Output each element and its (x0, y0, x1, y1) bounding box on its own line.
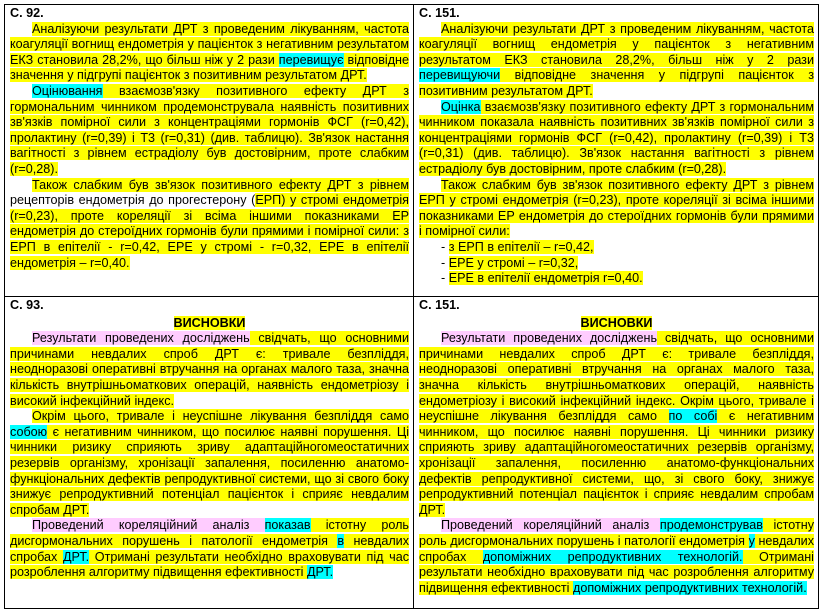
page-number: С. 93. (10, 298, 44, 312)
cell-bottom-right (414, 297, 819, 609)
highlight-cyan: ДРТ. (62, 549, 90, 564)
list-item (441, 256, 814, 272)
paragraph (10, 518, 409, 580)
highlight-yellow: ВИСНОВКИ (580, 315, 653, 330)
highlight-cyan: Оцінювання (32, 83, 103, 98)
page-number: С. 151. (419, 298, 460, 312)
cell-top-right (414, 5, 819, 297)
highlight-yellow: Окрім цього, тривале і неуспішне лікування безпліддя само (32, 409, 409, 424)
paragraph (10, 331, 409, 409)
section-heading (10, 316, 409, 332)
highlight-yellow: ) у стромі ендометрія (r=0,23), проте кореляції зі всіма іншими показниками ЕР ендометрія до стероїдних гормонів були прямими і помірної сили: з ЕРП в епітелії - r=0,42, ЕРЕ у стромі - r=0,32, ЕРЕ в епітелії ендометрія – r=0,40. (10, 193, 409, 270)
highlight-pink: Результати проведених досліджень (441, 331, 658, 346)
paragraph (10, 84, 409, 178)
highlight-cyan: допоміжних репродуктивних технологій. (572, 580, 807, 595)
highlight-yellow: ВИСНОВКИ (173, 315, 246, 330)
highlight-yellow: Аналізуючи результати ДРТ з проведеним лікуванням, частота коагуляції вогнищ ендометрія у пацієнток з негативним результатом ЕКЗ становила 28,2%, більш ніж у 2 рази (419, 21, 814, 67)
highlight-yellow: взаємозв'язку позитивного ефекту ДРТ з гормональним чинником продемонструвала наявність позитивних зв'язків помірної сили з концентраціями гормонів ФСГ (r=0,42), пролактину (r=0,39) і Т3 (r=0,31) (див. таблицю). Зв'язок настання вагітності з рівнем естрадіолу був достовірним, проте слабким (r=0,28). (10, 83, 409, 176)
highlight-pink: Результати проведених досліджень (32, 331, 250, 346)
paragraph (10, 22, 409, 84)
highlight-yellow: відповідне значення у підгрупі пацієнток з позитивним результатом ДРТ. (419, 68, 814, 98)
highlight-yellow: істотну роль дисгормональних порушень і патології ендометрія (419, 518, 815, 548)
highlight-yellow: відповідне значення у підгрупі пацієнток з позитивним результатом ДРТ. (10, 52, 409, 83)
highlight-pink: Проведений кореляційний аналіз (441, 518, 660, 533)
section-heading (419, 316, 814, 332)
plain-text: рецепторів ендометрія до прогестерону ( (10, 193, 256, 208)
highlight-cyan: в (337, 533, 345, 548)
highlight-cyan: у (748, 533, 755, 548)
highlight-yellow: ЕРП (255, 193, 282, 208)
highlight-yellow: невдалих спробах (419, 533, 814, 564)
highlight-cyan: по собі (668, 409, 718, 424)
highlight-yellow: Також слабким був зв'язок позитивного ефекту ДРТ з рівнем (32, 177, 409, 192)
page-number: С. 92. (10, 6, 44, 20)
page-number: С. 151. (419, 6, 460, 20)
paragraph (419, 331, 814, 518)
list-item (441, 271, 814, 287)
highlight-yellow: є негативним чинником, що посилює наявні порушення. Ці чинники ризику сприяють зриву адаптаційногомеостатичних резервів організму, хронізації запалення, посиленню анатомо-функціональних дефектів репродуктивної системи, що зі свого боку знижує репродуктивний потенціал пацієнток і сприяє невдалим спробам ДРТ. (10, 424, 409, 517)
highlight-yellow: є негативним чинником, що посилює наявні порушення. Ці чинники ризику сприяють зриву адаптаційногомеостатичних резервів організму, хронізації запалення, посиленню анатомо-функціональних дефектів репродуктивної системи, що, зі свого боку, знижує репродуктивний потенціал пацієнток і сприяє невдалим спробам ДРТ. (419, 409, 814, 517)
paragraph (419, 100, 814, 178)
table-row (5, 5, 819, 297)
highlight-yellow: Аналізуючи результати ДРТ з проведеним лікуванням, частота коагуляції вогнищ ендометрія у пацієнток з негативним результатом ЕКЗ становила 28,2%, що більш ніж у 2 рази (10, 21, 409, 67)
highlight-cyan: ДРТ. (306, 565, 334, 580)
highlight-yellow: Отримані результати необхідно враховувати під час розроблення алгоритму підвищення ефективності (419, 549, 814, 595)
highlight-yellow: ЕРЕ у стромі – r=0,32, (448, 255, 579, 270)
highlight-cyan: показав (264, 518, 311, 533)
highlight-pink: Проведений кореляційний аналіз (32, 518, 265, 533)
highlight-cyan: собою (10, 424, 48, 439)
highlight-yellow: з ЕРП в епітелії – r=0,42, (448, 239, 594, 254)
paragraph (419, 178, 814, 240)
paragraph (419, 518, 814, 596)
paragraph (10, 178, 409, 272)
bullet-list (419, 240, 814, 287)
highlight-cyan: допоміжних репродуктивних технологій. (482, 549, 743, 564)
cell-top-left (5, 5, 414, 297)
highlight-yellow: свідчать, що основними причинами невдалих спроб ДРТ є: тривале безпліддя, неодноразові оперативні втручання на органах малого таза, значна кількість внутрішньоматкових операцій, наявність ендометріозу і високий інфекційний індекс. Окрім цього, тривале і неуспішне лікування безпліддя само (419, 331, 815, 424)
cell-bottom-left (5, 297, 414, 609)
highlight-yellow: Отримані результати необхідно враховувати під час розроблення алгоритму підвищення ефективності (10, 549, 409, 580)
paragraph (10, 409, 409, 518)
list-item (441, 240, 814, 256)
table-row (5, 297, 819, 609)
paragraph (419, 22, 814, 100)
highlight-yellow: істотну роль дисгормональних порушень і патології ендометрія (10, 518, 409, 548)
highlight-yellow: ЕРЕ в епітелії ендометрія r=0,40. (448, 271, 643, 286)
highlight-yellow: невдалих спробах (10, 533, 410, 564)
highlight-cyan: Оцінка (441, 99, 481, 114)
highlight-yellow: Також слабким був зв'язок позитивного ефекту ДРТ з рівнем ЕРП у стромі ендометрія (r=0,23), проте кореляції зі всіма іншими показниками ЕР ендометрія до стероїдних гормонів були прямими і помірної сили: (419, 177, 814, 239)
highlight-cyan: перевищуючи (419, 68, 501, 83)
highlight-yellow: свідчать, що основними причинами невдалих спроб ДРТ є: тривале безпліддя, неодноразові оперативні втручання на органах малого таза, значна кількість внутрішньоматкових операцій, наявність ендометріозу і високий інфекційний індекс. (10, 331, 409, 408)
highlight-cyan: продемонстрував (659, 518, 763, 533)
highlight-yellow: взаємозв'язку позитивного ефекту ДРТ з гормональним чинником показала наявність позитивних зв'язків помірної сили з концентраціями гормонів ФСГ (r=0,42), пролактину (r=0,39) і Т3 (r=0,31) (див. таблицю). Зв'язок настання вагітності з рівнем естрадіолу був достовірним, проте слабким (r=0,28). (419, 99, 814, 176)
comparison-table (4, 4, 819, 609)
highlight-cyan: перевищує (278, 52, 344, 67)
